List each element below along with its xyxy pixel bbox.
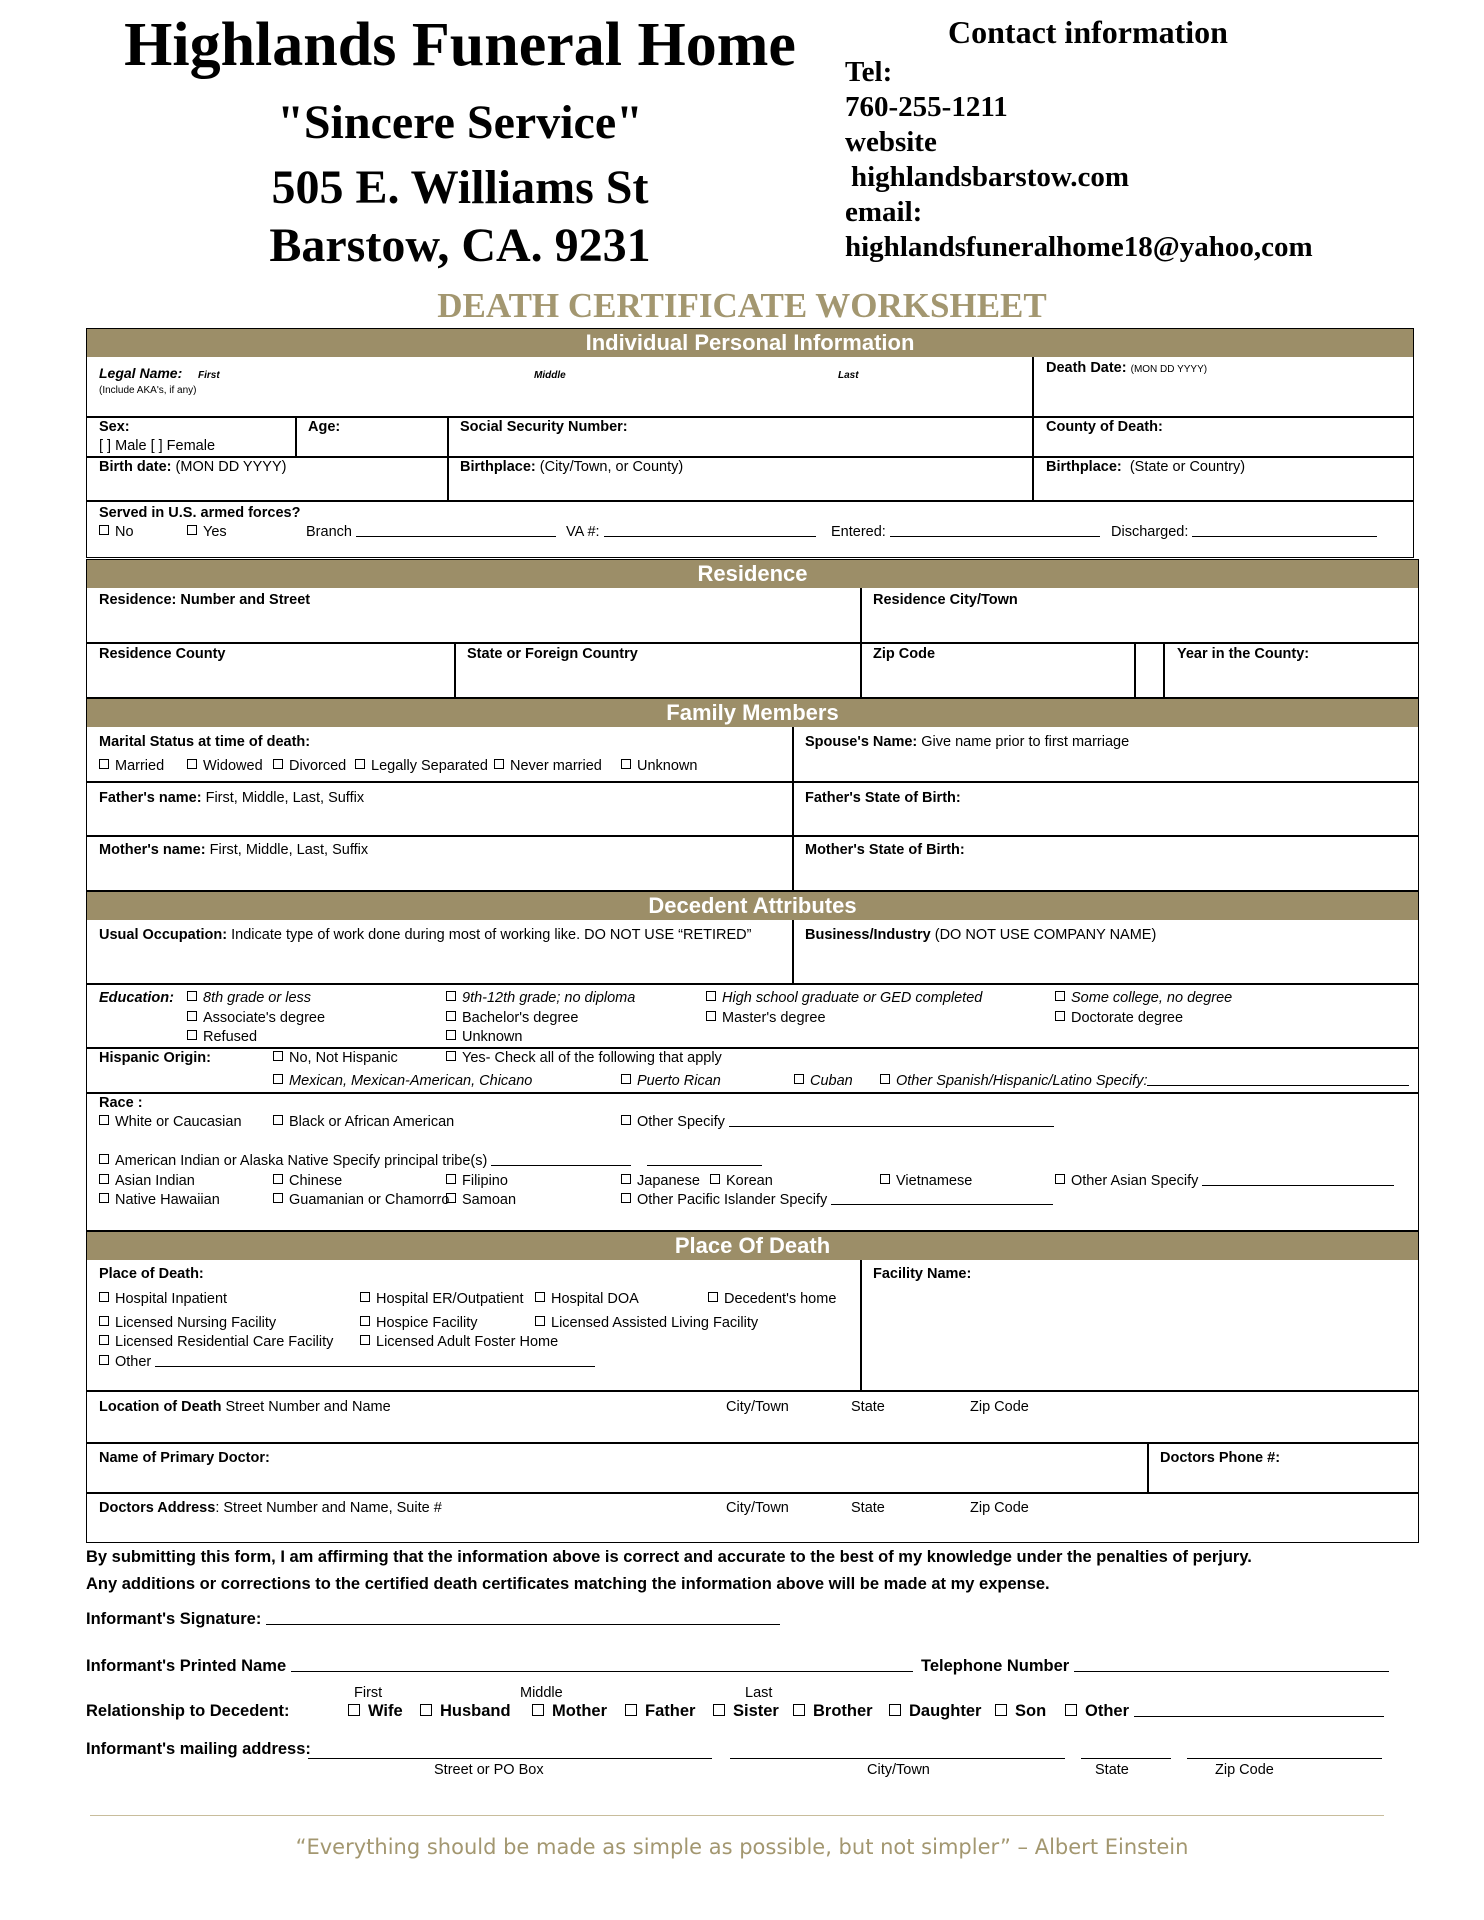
edu-9-12[interactable]: 9th-12th grade; no diploma — [446, 990, 635, 1006]
marital-unknown[interactable]: Unknown — [621, 758, 697, 774]
sex-options[interactable]: [ ] Male [ ] Female — [99, 438, 216, 454]
mailing-label: Informant's mailing address: — [86, 1740, 311, 1758]
edu-doctorate[interactable]: Doctorate degree — [1055, 1010, 1183, 1026]
residence-box — [86, 559, 1419, 698]
place-hospital-er[interactable]: Hospital ER/Outpatient — [360, 1291, 524, 1307]
race-white[interactable]: White or Caucasian — [99, 1114, 242, 1130]
race-korean[interactable]: Korean — [710, 1173, 773, 1189]
section-residence: Residence — [87, 560, 1418, 588]
doctor-state-label[interactable]: State — [851, 1500, 885, 1516]
death-date-label[interactable]: Death Date: (MON DD YYYY) — [1046, 360, 1208, 376]
edu-8th[interactable]: 8th grade or less — [187, 990, 311, 1006]
printed-last-caption: Last — [745, 1685, 773, 1701]
edu-associate[interactable]: Associate's degree — [187, 1010, 325, 1026]
place-hospice[interactable]: Hospice Facility — [360, 1315, 478, 1331]
footer-divider — [90, 1815, 1384, 1816]
armed-no[interactable]: No — [99, 524, 134, 540]
business-label[interactable]: Business/Industry (DO NOT USE COMPANY NAME) — [805, 927, 1157, 943]
hisp-puerto-rican[interactable]: Puerto Rican — [621, 1073, 721, 1089]
marital-separated[interactable]: Legally Separated — [355, 758, 488, 774]
affirm-line-2: Any additions or corrections to the certified death certificates matching the information above will be made at my expense. — [86, 1575, 1050, 1593]
marital-widowed[interactable]: Widowed — [187, 758, 263, 774]
rel-daughter[interactable]: Daughter — [889, 1702, 981, 1721]
sex-label: Sex: — [99, 419, 130, 435]
place-box — [86, 1231, 1419, 1543]
legal-name-label: Legal Name: — [99, 365, 183, 381]
race-filipino[interactable]: Filipino — [446, 1173, 508, 1189]
hisp-cuban[interactable]: Cuban — [794, 1073, 853, 1089]
location-zip-label[interactable]: Zip Code — [970, 1399, 1029, 1415]
edu-master[interactable]: Master's degree — [706, 1010, 826, 1026]
section-attributes: Decedent Attributes — [87, 892, 1418, 920]
race-black[interactable]: Black or African American — [273, 1114, 454, 1130]
printed-middle-caption: Middle — [520, 1685, 563, 1701]
telephone-field[interactable]: Telephone Number — [921, 1657, 1389, 1676]
email-label: email: — [845, 196, 923, 228]
worksheet-title: DEATH CERTIFICATE WORKSHEET — [437, 286, 1047, 325]
race-chinese[interactable]: Chinese — [273, 1173, 342, 1189]
marital-married[interactable]: Married — [99, 758, 164, 774]
occupation-label[interactable]: Usual Occupation: Indicate type of work done during most of working like. DO NOT USE “RETIRED” — [99, 927, 752, 943]
printed-name-field[interactable]: Informant's Printed Name — [86, 1657, 913, 1676]
edu-some-college[interactable]: Some college, no degree — [1055, 990, 1232, 1006]
armed-forces-label: Served in U.S. armed forces? — [99, 505, 301, 521]
doctor-address-label[interactable]: Doctors Address: Street Number and Name, Suite # — [99, 1500, 442, 1516]
place-hospital-inpatient[interactable]: Hospital Inpatient — [99, 1291, 227, 1307]
entered-field[interactable]: Entered: — [831, 524, 1100, 540]
discharged-field[interactable]: Discharged: — [1111, 524, 1377, 540]
race-other-pacific[interactable]: Other Pacific Islander Specify — [621, 1192, 1053, 1208]
rel-brother[interactable]: Brother — [793, 1702, 873, 1721]
birth-date-label[interactable]: Birth date: (MON DD YYYY) — [99, 459, 287, 475]
place-other[interactable]: Other — [99, 1354, 595, 1370]
place-nursing[interactable]: Licensed Nursing Facility — [99, 1315, 276, 1331]
hisp-other[interactable]: Other Spanish/Hispanic/Latino Specify: — [880, 1073, 1409, 1089]
footer-quote: “Everything should be made as simple as possible, but not simpler” – Albert Einstein — [295, 1835, 1189, 1859]
race-native-hawaiian[interactable]: Native Hawaiian — [99, 1192, 220, 1208]
race-other-asian[interactable]: Other Asian Specify — [1055, 1173, 1394, 1189]
doctor-zip-label[interactable]: Zip Code — [970, 1500, 1029, 1516]
race-asian-indian[interactable]: Asian Indian — [99, 1173, 195, 1189]
race-guamanian[interactable]: Guamanian or Chamorro — [273, 1192, 449, 1208]
mother-label[interactable]: Mother's name: First, Middle, Last, Suffix — [99, 842, 369, 858]
motto: "Sincere Service" — [277, 96, 643, 149]
last-label: Last — [838, 370, 859, 381]
armed-yes[interactable]: Yes — [187, 524, 227, 540]
place-foster[interactable]: Licensed Adult Foster Home — [360, 1334, 558, 1350]
birthplace-city-label[interactable]: Birthplace: (City/Town, or County) — [460, 459, 684, 475]
race-label: Race : — [99, 1095, 143, 1111]
tel-number[interactable]: 760-255-1211 — [845, 91, 1008, 123]
marital-label: Marital Status at time of death: — [99, 734, 311, 750]
place-hospital-doa[interactable]: Hospital DOA — [535, 1291, 639, 1307]
va-field[interactable]: VA #: — [566, 524, 816, 540]
address-line-2: Barstow, CA. 9231 — [269, 219, 651, 272]
hisp-no[interactable]: No, Not Hispanic — [273, 1050, 398, 1066]
residence-street-label[interactable]: Residence: Number and Street — [99, 592, 311, 608]
place-label: Place of Death: — [99, 1266, 204, 1282]
edu-unknown[interactable]: Unknown — [446, 1029, 522, 1045]
branch-field[interactable]: Branch — [306, 524, 556, 540]
doctor-city-label[interactable]: City/Town — [726, 1500, 789, 1516]
printed-first-caption: First — [354, 1685, 383, 1701]
mailing-state-caption: State — [1095, 1762, 1129, 1778]
marital-never[interactable]: Never married — [494, 758, 602, 774]
section-family: Family Members — [87, 699, 1418, 727]
contact-block — [845, 55, 1313, 265]
location-city-label[interactable]: City/Town — [726, 1399, 789, 1415]
spouse-label[interactable]: Spouse's Name: Give name prior to first marriage — [805, 734, 1130, 750]
mailing-state-line[interactable] — [1081, 1758, 1171, 1759]
rel-wife[interactable]: Wife — [348, 1702, 403, 1721]
rel-son[interactable]: Son — [995, 1702, 1046, 1721]
website-label: website — [845, 126, 937, 158]
county-death-label[interactable]: County of Death: — [1046, 419, 1163, 435]
mailing-city-caption: City/Town — [867, 1762, 930, 1778]
mailing-street-line[interactable] — [308, 1758, 712, 1759]
edu-hs[interactable]: High school graduate or GED completed — [706, 990, 982, 1006]
edu-bachelor[interactable]: Bachelor's degree — [446, 1010, 578, 1026]
mailing-zip-line[interactable] — [1187, 1758, 1382, 1759]
race-american-indian[interactable]: American Indian or Alaska Native Specify principal tribe(s) — [99, 1153, 762, 1169]
rel-other[interactable]: Other — [1065, 1702, 1384, 1721]
rel-mother[interactable]: Mother — [532, 1702, 607, 1721]
relationship-label: Relationship to Decedent: — [86, 1702, 290, 1720]
contact-title: Contact information — [948, 14, 1228, 50]
residence-county-label[interactable]: Residence County — [99, 646, 226, 662]
place-residential[interactable]: Licensed Residential Care Facility — [99, 1334, 333, 1350]
address-line-1: 505 E. Williams St — [271, 161, 649, 214]
residence-city-label[interactable]: Residence City/Town — [873, 592, 1018, 608]
education-label: Education: — [99, 990, 174, 1006]
place-assisted[interactable]: Licensed Assisted Living Facility — [535, 1315, 758, 1331]
race-other[interactable]: Other Specify — [621, 1114, 1054, 1130]
doctor-phone-label[interactable]: Doctors Phone #: — [1160, 1450, 1281, 1466]
birthplace-state-label[interactable]: Birthplace: (State or Country) — [1046, 459, 1246, 475]
mailing-city-line[interactable] — [730, 1758, 1065, 1759]
race-samoan[interactable]: Samoan — [446, 1192, 516, 1208]
race-japanese[interactable]: Japanese — [621, 1173, 700, 1189]
signature-field[interactable]: Informant's Signature: — [86, 1610, 780, 1629]
mailing-street-caption: Street or PO Box — [434, 1762, 544, 1778]
aka-note: (Include AKA's, if any) — [99, 385, 197, 396]
website-link[interactable]: highlandsbarstow.com — [851, 161, 1129, 193]
section-place: Place Of Death — [87, 1232, 1418, 1260]
residence-state-label[interactable]: State or Foreign Country — [467, 646, 638, 662]
hisp-yes[interactable]: Yes- Check all of the following that apply — [446, 1050, 722, 1066]
affirm-line-1: By submitting this form, I am affirming that the information above is correct and accurate to the best of my knowledge under the penalties of perjury. — [86, 1548, 1252, 1566]
residence-zip-label[interactable]: Zip Code — [873, 646, 936, 662]
father-state-label[interactable]: Father's State of Birth: — [805, 790, 961, 806]
mailing-zip-caption: Zip Code — [1215, 1762, 1274, 1778]
location-label[interactable]: Location of Death Street Number and Name — [99, 1399, 391, 1415]
father-label[interactable]: Father's name: First, Middle, Last, Suffix — [99, 790, 365, 806]
location-state-label[interactable]: State — [851, 1399, 885, 1415]
ssn-label[interactable]: Social Security Number: — [460, 419, 628, 435]
residence-year-label[interactable]: Year in the County: — [1177, 646, 1310, 662]
place-home[interactable]: Decedent's home — [708, 1291, 836, 1307]
first-label: First — [198, 370, 220, 381]
rel-sister[interactable]: Sister — [713, 1702, 779, 1721]
age-label[interactable]: Age: — [308, 419, 341, 435]
company-name: Highlands Funeral Home — [124, 11, 796, 79]
rel-father[interactable]: Father — [625, 1702, 695, 1721]
hispanic-label: Hispanic Origin: — [99, 1050, 211, 1066]
doctor-label[interactable]: Name of Primary Doctor: — [99, 1450, 270, 1466]
marital-divorced[interactable]: Divorced — [273, 758, 346, 774]
middle-label: Middle — [534, 370, 566, 381]
edu-refused[interactable]: Refused — [187, 1029, 257, 1045]
tel-label: Tel: — [845, 56, 893, 88]
hisp-mexican[interactable]: Mexican, Mexican-American, Chicano — [273, 1073, 532, 1089]
facility-label[interactable]: Facility Name: — [873, 1266, 972, 1282]
section-personal: Individual Personal Information — [87, 329, 1413, 357]
race-vietnamese[interactable]: Vietnamese — [880, 1173, 972, 1189]
rel-husband[interactable]: Husband — [420, 1702, 511, 1721]
email-link[interactable]: highlandsfuneralhome18@yahoo,com — [845, 231, 1313, 263]
mother-state-label[interactable]: Mother's State of Birth: — [805, 842, 965, 858]
